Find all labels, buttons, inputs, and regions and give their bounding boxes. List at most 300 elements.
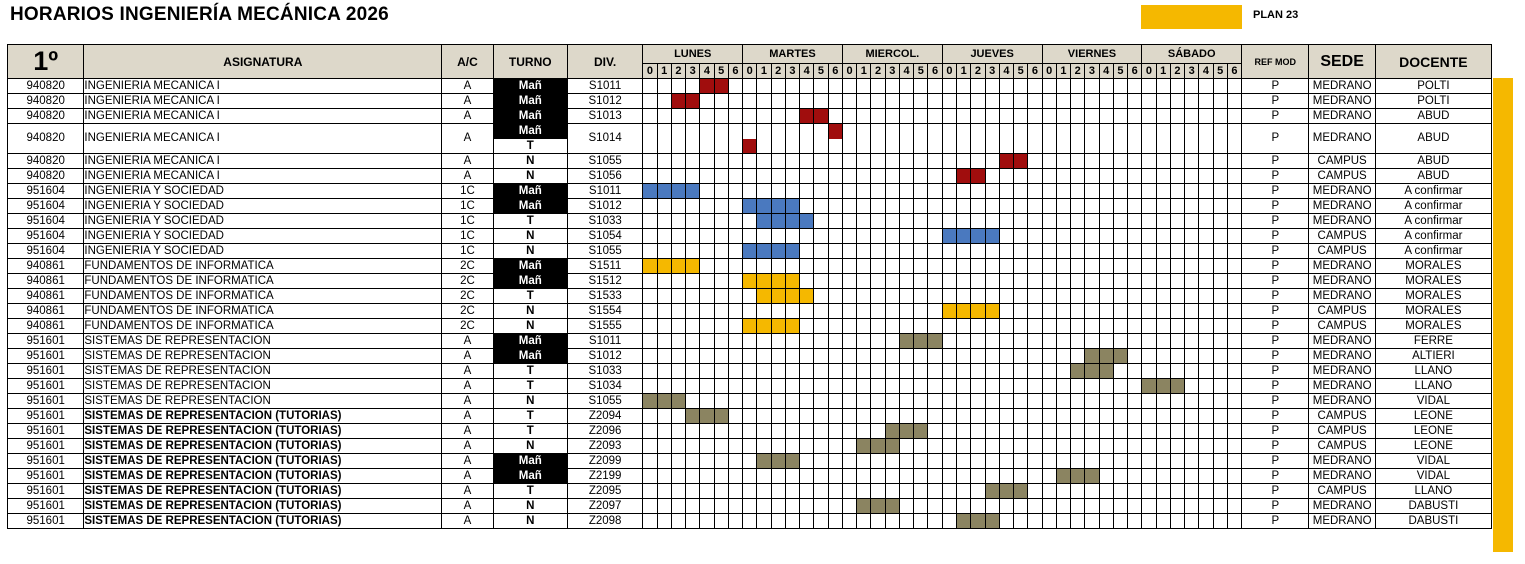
schedule-slot-filled	[657, 184, 671, 199]
schedule-slot	[671, 334, 685, 349]
ac-value: A	[442, 364, 493, 379]
schedule-slot	[1142, 214, 1156, 229]
schedule-slot	[728, 184, 742, 199]
subject-code: 951601	[8, 424, 84, 439]
schedule-slot	[1113, 319, 1127, 334]
schedule-slot	[1128, 289, 1142, 304]
schedule-slot	[785, 364, 799, 379]
teacher: A confirmar	[1375, 199, 1491, 214]
schedule-slot	[700, 109, 714, 124]
schedule-slot	[1099, 319, 1113, 334]
schedule-slot	[1156, 514, 1170, 529]
schedule-slot	[885, 484, 899, 499]
ref-mod: P	[1242, 364, 1309, 379]
schedule-slot-filled	[785, 244, 799, 259]
schedule-slot	[686, 484, 700, 499]
schedule-slot	[1227, 454, 1241, 469]
schedule-slot	[800, 469, 814, 484]
schedule-slot	[971, 439, 985, 454]
schedule-slot	[828, 214, 842, 229]
schedule-slot	[899, 349, 913, 364]
subject-name: SISTEMAS DE REPRESENTACION (TUTORIAS)	[84, 469, 442, 484]
schedule-slot	[957, 154, 971, 169]
schedule-slot	[1170, 79, 1184, 94]
schedule-slot	[957, 94, 971, 109]
schedule-slot	[700, 379, 714, 394]
schedule-slot	[700, 124, 714, 139]
schedule-slot-filled	[757, 319, 771, 334]
schedule-slot	[1085, 379, 1099, 394]
schedule-slot	[1213, 274, 1227, 289]
schedule-slot	[857, 199, 871, 214]
schedule-slot	[828, 229, 842, 244]
schedule-slot	[1014, 424, 1028, 439]
ref-mod: P	[1242, 424, 1309, 439]
slot-header: 1	[757, 64, 771, 79]
table-row	[8, 439, 1492, 454]
schedule-slot	[857, 274, 871, 289]
schedule-slot	[971, 124, 985, 139]
schedule-slot	[842, 409, 856, 424]
schedule-slot	[1028, 109, 1042, 124]
schedule-slot	[714, 229, 728, 244]
schedule-slot	[686, 499, 700, 514]
division: Z2094	[567, 409, 642, 424]
schedule-slot	[971, 394, 985, 409]
turno-value: Mañ	[493, 454, 567, 469]
schedule-slot	[1142, 334, 1156, 349]
schedule-table	[7, 44, 1492, 529]
schedule-slot	[999, 319, 1013, 334]
schedule-slot	[771, 259, 785, 274]
schedule-slot	[1014, 109, 1028, 124]
schedule-slot	[800, 454, 814, 469]
schedule-slot	[757, 409, 771, 424]
schedule-slot	[985, 379, 999, 394]
schedule-slot	[700, 394, 714, 409]
schedule-slot	[1071, 379, 1085, 394]
schedule-slot	[1056, 139, 1070, 154]
schedule-slot	[1099, 184, 1113, 199]
schedule-slot	[1028, 364, 1042, 379]
turno-value: N	[493, 394, 567, 409]
day-header: MIERCOL.	[842, 45, 942, 64]
slot-header: 0	[942, 64, 956, 79]
schedule-slot	[700, 169, 714, 184]
schedule-slot	[957, 469, 971, 484]
schedule-slot	[1227, 319, 1241, 334]
schedule-slot-filled	[885, 424, 899, 439]
schedule-slot	[771, 139, 785, 154]
schedule-slot	[785, 124, 799, 139]
schedule-slot-filled	[971, 304, 985, 319]
schedule-slot	[1028, 244, 1042, 259]
schedule-slot	[957, 184, 971, 199]
schedule-slot	[1199, 274, 1213, 289]
schedule-slot	[928, 139, 942, 154]
subject-code: 951601	[8, 454, 84, 469]
schedule-slot	[1028, 514, 1042, 529]
schedule-slot	[1056, 199, 1070, 214]
schedule-slot	[728, 274, 742, 289]
slot-header: 5	[814, 64, 828, 79]
schedule-slot	[1056, 124, 1070, 139]
schedule-slot	[885, 304, 899, 319]
schedule-slot	[643, 409, 657, 424]
schedule-slot	[1028, 124, 1042, 139]
schedule-slot	[842, 274, 856, 289]
schedule-slot	[814, 289, 828, 304]
slot-header: 0	[1042, 64, 1056, 79]
division: S1012	[567, 349, 642, 364]
schedule-slot	[914, 274, 928, 289]
schedule-slot	[643, 424, 657, 439]
schedule-slot	[771, 304, 785, 319]
schedule-slot	[1213, 139, 1227, 154]
schedule-slot	[814, 199, 828, 214]
schedule-slot	[1014, 199, 1028, 214]
subject-code: 951601	[8, 334, 84, 349]
schedule-slot	[871, 319, 885, 334]
schedule-slot	[1014, 124, 1028, 139]
schedule-slot	[1071, 169, 1085, 184]
schedule-slot	[1085, 409, 1099, 424]
subject-name: SISTEMAS DE REPRESENTACION	[84, 394, 442, 409]
schedule-slot	[657, 124, 671, 139]
campus: MEDRANO	[1309, 454, 1375, 469]
slot-header: 1	[1156, 64, 1170, 79]
campus: CAMPUS	[1309, 244, 1375, 259]
schedule-slot	[842, 364, 856, 379]
schedule-slot	[814, 154, 828, 169]
ac-value: A	[442, 379, 493, 394]
schedule-slot	[757, 394, 771, 409]
schedule-slot	[728, 289, 742, 304]
schedule-slot	[942, 214, 956, 229]
slot-header: 6	[1028, 64, 1042, 79]
schedule-slot	[1199, 349, 1213, 364]
schedule-slot	[885, 184, 899, 199]
schedule-slot	[1056, 454, 1070, 469]
schedule-slot	[971, 79, 985, 94]
schedule-slot	[1014, 364, 1028, 379]
schedule-slot	[985, 409, 999, 424]
schedule-slot	[971, 349, 985, 364]
schedule-slot	[1185, 169, 1199, 184]
schedule-slot-filled	[957, 514, 971, 529]
schedule-slot	[657, 379, 671, 394]
schedule-slot	[842, 394, 856, 409]
schedule-slot	[1099, 94, 1113, 109]
schedule-slot	[971, 499, 985, 514]
schedule-slot	[1227, 409, 1241, 424]
schedule-slot	[828, 394, 842, 409]
schedule-slot	[985, 499, 999, 514]
slot-header: 1	[957, 64, 971, 79]
schedule-slot	[1185, 244, 1199, 259]
schedule-slot-filled	[686, 259, 700, 274]
table-row	[8, 514, 1492, 529]
schedule-slot	[885, 409, 899, 424]
schedule-slot	[743, 229, 757, 244]
schedule-slot	[657, 109, 671, 124]
schedule-slot-filled	[985, 304, 999, 319]
schedule-slot	[1099, 259, 1113, 274]
schedule-slot	[971, 454, 985, 469]
schedule-slot	[1042, 424, 1056, 439]
schedule-slot	[757, 484, 771, 499]
schedule-slot	[657, 319, 671, 334]
schedule-slot	[757, 94, 771, 109]
division: S1056	[567, 169, 642, 184]
schedule-slot	[1028, 334, 1042, 349]
schedule-slot	[1227, 469, 1241, 484]
schedule-slot	[828, 424, 842, 439]
schedule-slot	[899, 319, 913, 334]
schedule-slot	[1199, 304, 1213, 319]
schedule-slot	[957, 379, 971, 394]
turno-value: Mañ	[493, 94, 567, 109]
slot-header: 0	[1142, 64, 1156, 79]
schedule-slot	[971, 319, 985, 334]
schedule-slot	[899, 274, 913, 289]
schedule-slot	[1014, 334, 1028, 349]
ref-mod: P	[1242, 184, 1309, 199]
schedule-slot	[714, 514, 728, 529]
schedule-slot	[814, 259, 828, 274]
docente-header: DOCENTE	[1375, 45, 1491, 79]
schedule-slot	[928, 289, 942, 304]
subject-name: SISTEMAS DE REPRESENTACION (TUTORIAS)	[84, 514, 442, 529]
schedule-slot	[1028, 454, 1042, 469]
slot-header: 3	[885, 64, 899, 79]
turno-value: Mañ	[493, 79, 567, 94]
schedule-slot	[643, 244, 657, 259]
schedule-slot	[1071, 244, 1085, 259]
ac-value: 1C	[442, 184, 493, 199]
schedule-slot	[1085, 199, 1099, 214]
schedule-slot	[999, 349, 1013, 364]
schedule-slot	[728, 199, 742, 214]
schedule-slot	[999, 214, 1013, 229]
ac-header: A/C	[442, 45, 493, 79]
table-row	[8, 319, 1492, 334]
slot-header: 4	[800, 64, 814, 79]
schedule-slot	[985, 79, 999, 94]
schedule-slot	[857, 469, 871, 484]
schedule-slot	[814, 454, 828, 469]
schedule-slot	[743, 409, 757, 424]
schedule-slot	[1099, 469, 1113, 484]
schedule-slot	[1028, 274, 1042, 289]
subject-name: INGENIERIA Y SOCIEDAD	[84, 244, 442, 259]
schedule-slot	[1156, 304, 1170, 319]
schedule-slot-filled	[899, 424, 913, 439]
schedule-slot	[1056, 244, 1070, 259]
schedule-slot	[885, 139, 899, 154]
schedule-slot	[1071, 199, 1085, 214]
schedule-slot	[686, 229, 700, 244]
schedule-slot	[700, 514, 714, 529]
schedule-slot	[1170, 319, 1184, 334]
schedule-slot	[728, 514, 742, 529]
campus: MEDRANO	[1309, 259, 1375, 274]
schedule-slot	[771, 229, 785, 244]
teacher: LEONE	[1375, 439, 1491, 454]
schedule-slot	[1014, 439, 1028, 454]
schedule-slot	[800, 229, 814, 244]
schedule-slot	[914, 439, 928, 454]
schedule-slot	[1142, 94, 1156, 109]
schedule-slot-filled	[771, 244, 785, 259]
schedule-slot	[1085, 154, 1099, 169]
schedule-slot	[899, 304, 913, 319]
schedule-slot	[671, 289, 685, 304]
schedule-slot	[671, 169, 685, 184]
schedule-slot	[1227, 439, 1241, 454]
schedule-slot	[871, 94, 885, 109]
schedule-slot	[1056, 334, 1070, 349]
schedule-slot	[671, 109, 685, 124]
schedule-slot-filled	[1085, 469, 1099, 484]
schedule-slot	[1128, 394, 1142, 409]
schedule-slot	[871, 469, 885, 484]
schedule-slot	[686, 364, 700, 379]
schedule-slot-filled	[957, 229, 971, 244]
schedule-slot	[928, 154, 942, 169]
schedule-slot	[1113, 379, 1127, 394]
schedule-slot	[1128, 364, 1142, 379]
schedule-slot	[1042, 229, 1056, 244]
schedule-slot	[1185, 109, 1199, 124]
schedule-slot	[899, 454, 913, 469]
schedule-slot	[700, 364, 714, 379]
schedule-slot	[942, 154, 956, 169]
schedule-slot	[1128, 454, 1142, 469]
ac-value: A	[442, 424, 493, 439]
schedule-slot	[1099, 169, 1113, 184]
schedule-slot	[885, 379, 899, 394]
schedule-slot	[771, 169, 785, 184]
schedule-slot	[1028, 349, 1042, 364]
schedule-slot	[899, 514, 913, 529]
schedule-slot	[728, 394, 742, 409]
schedule-slot	[814, 124, 828, 139]
teacher: VIDAL	[1375, 454, 1491, 469]
schedule-slot-filled	[928, 334, 942, 349]
schedule-slot	[785, 304, 799, 319]
ref-mod: P	[1242, 169, 1309, 184]
schedule-slot	[942, 259, 956, 274]
schedule-slot	[885, 274, 899, 289]
schedule-slot	[643, 364, 657, 379]
schedule-slot	[771, 109, 785, 124]
schedule-slot	[686, 379, 700, 394]
schedule-slot	[743, 334, 757, 349]
schedule-slot-filled	[999, 154, 1013, 169]
schedule-slot	[999, 289, 1013, 304]
schedule-slot	[857, 79, 871, 94]
schedule-slot	[714, 199, 728, 214]
ac-value: A	[442, 124, 493, 154]
schedule-slot	[800, 184, 814, 199]
schedule-slot	[871, 379, 885, 394]
ac-value: A	[442, 154, 493, 169]
schedule-slot	[657, 79, 671, 94]
ref-mod: P	[1242, 94, 1309, 109]
schedule-slot-filled	[914, 334, 928, 349]
teacher: VIDAL	[1375, 394, 1491, 409]
schedule-slot-filled	[771, 214, 785, 229]
schedule-slot	[957, 349, 971, 364]
turno-value: T	[493, 484, 567, 499]
schedule-slot	[814, 214, 828, 229]
schedule-slot	[1128, 409, 1142, 424]
schedule-slot	[1227, 109, 1241, 124]
schedule-slot	[1199, 424, 1213, 439]
schedule-slot	[1170, 409, 1184, 424]
table-row	[8, 349, 1492, 364]
schedule-slot	[999, 409, 1013, 424]
schedule-slot	[1185, 214, 1199, 229]
schedule-slot	[1199, 484, 1213, 499]
schedule-slot	[1056, 94, 1070, 109]
schedule-slot	[999, 94, 1013, 109]
schedule-slot	[1042, 259, 1056, 274]
schedule-slot	[814, 304, 828, 319]
schedule-slot	[928, 124, 942, 139]
schedule-slot	[871, 304, 885, 319]
schedule-slot	[1199, 514, 1213, 529]
schedule-slot	[643, 379, 657, 394]
schedule-slot	[985, 349, 999, 364]
schedule-slot	[1170, 499, 1184, 514]
schedule-slot	[914, 94, 928, 109]
schedule-slot-filled	[800, 109, 814, 124]
schedule-slot	[757, 154, 771, 169]
schedule-slot	[842, 469, 856, 484]
schedule-slot	[1042, 349, 1056, 364]
schedule-slot	[1056, 349, 1070, 364]
schedule-slot	[914, 124, 928, 139]
schedule-slot	[1042, 154, 1056, 169]
subject-code: 940820	[8, 79, 84, 94]
schedule-slot	[728, 439, 742, 454]
schedule-slot	[985, 169, 999, 184]
schedule-slot-filled	[1156, 379, 1170, 394]
schedule-slot	[828, 169, 842, 184]
schedule-slot	[743, 394, 757, 409]
turno-value: Mañ	[493, 259, 567, 274]
schedule-slot	[1142, 109, 1156, 124]
schedule-slot	[814, 184, 828, 199]
schedule-slot	[1085, 334, 1099, 349]
subject-name: SISTEMAS DE REPRESENTACION (TUTORIAS)	[84, 454, 442, 469]
schedule-slot	[985, 439, 999, 454]
schedule-slot	[643, 484, 657, 499]
schedule-slot	[714, 169, 728, 184]
schedule-slot	[1014, 409, 1028, 424]
schedule-slot	[857, 169, 871, 184]
schedule-slot	[671, 79, 685, 94]
schedule-slot	[657, 409, 671, 424]
schedule-slot	[842, 124, 856, 139]
schedule-slot	[957, 214, 971, 229]
ac-value: A	[442, 169, 493, 184]
slot-header: 6	[1227, 64, 1241, 79]
schedule-slot-filled	[785, 289, 799, 304]
schedule-slot	[714, 349, 728, 364]
